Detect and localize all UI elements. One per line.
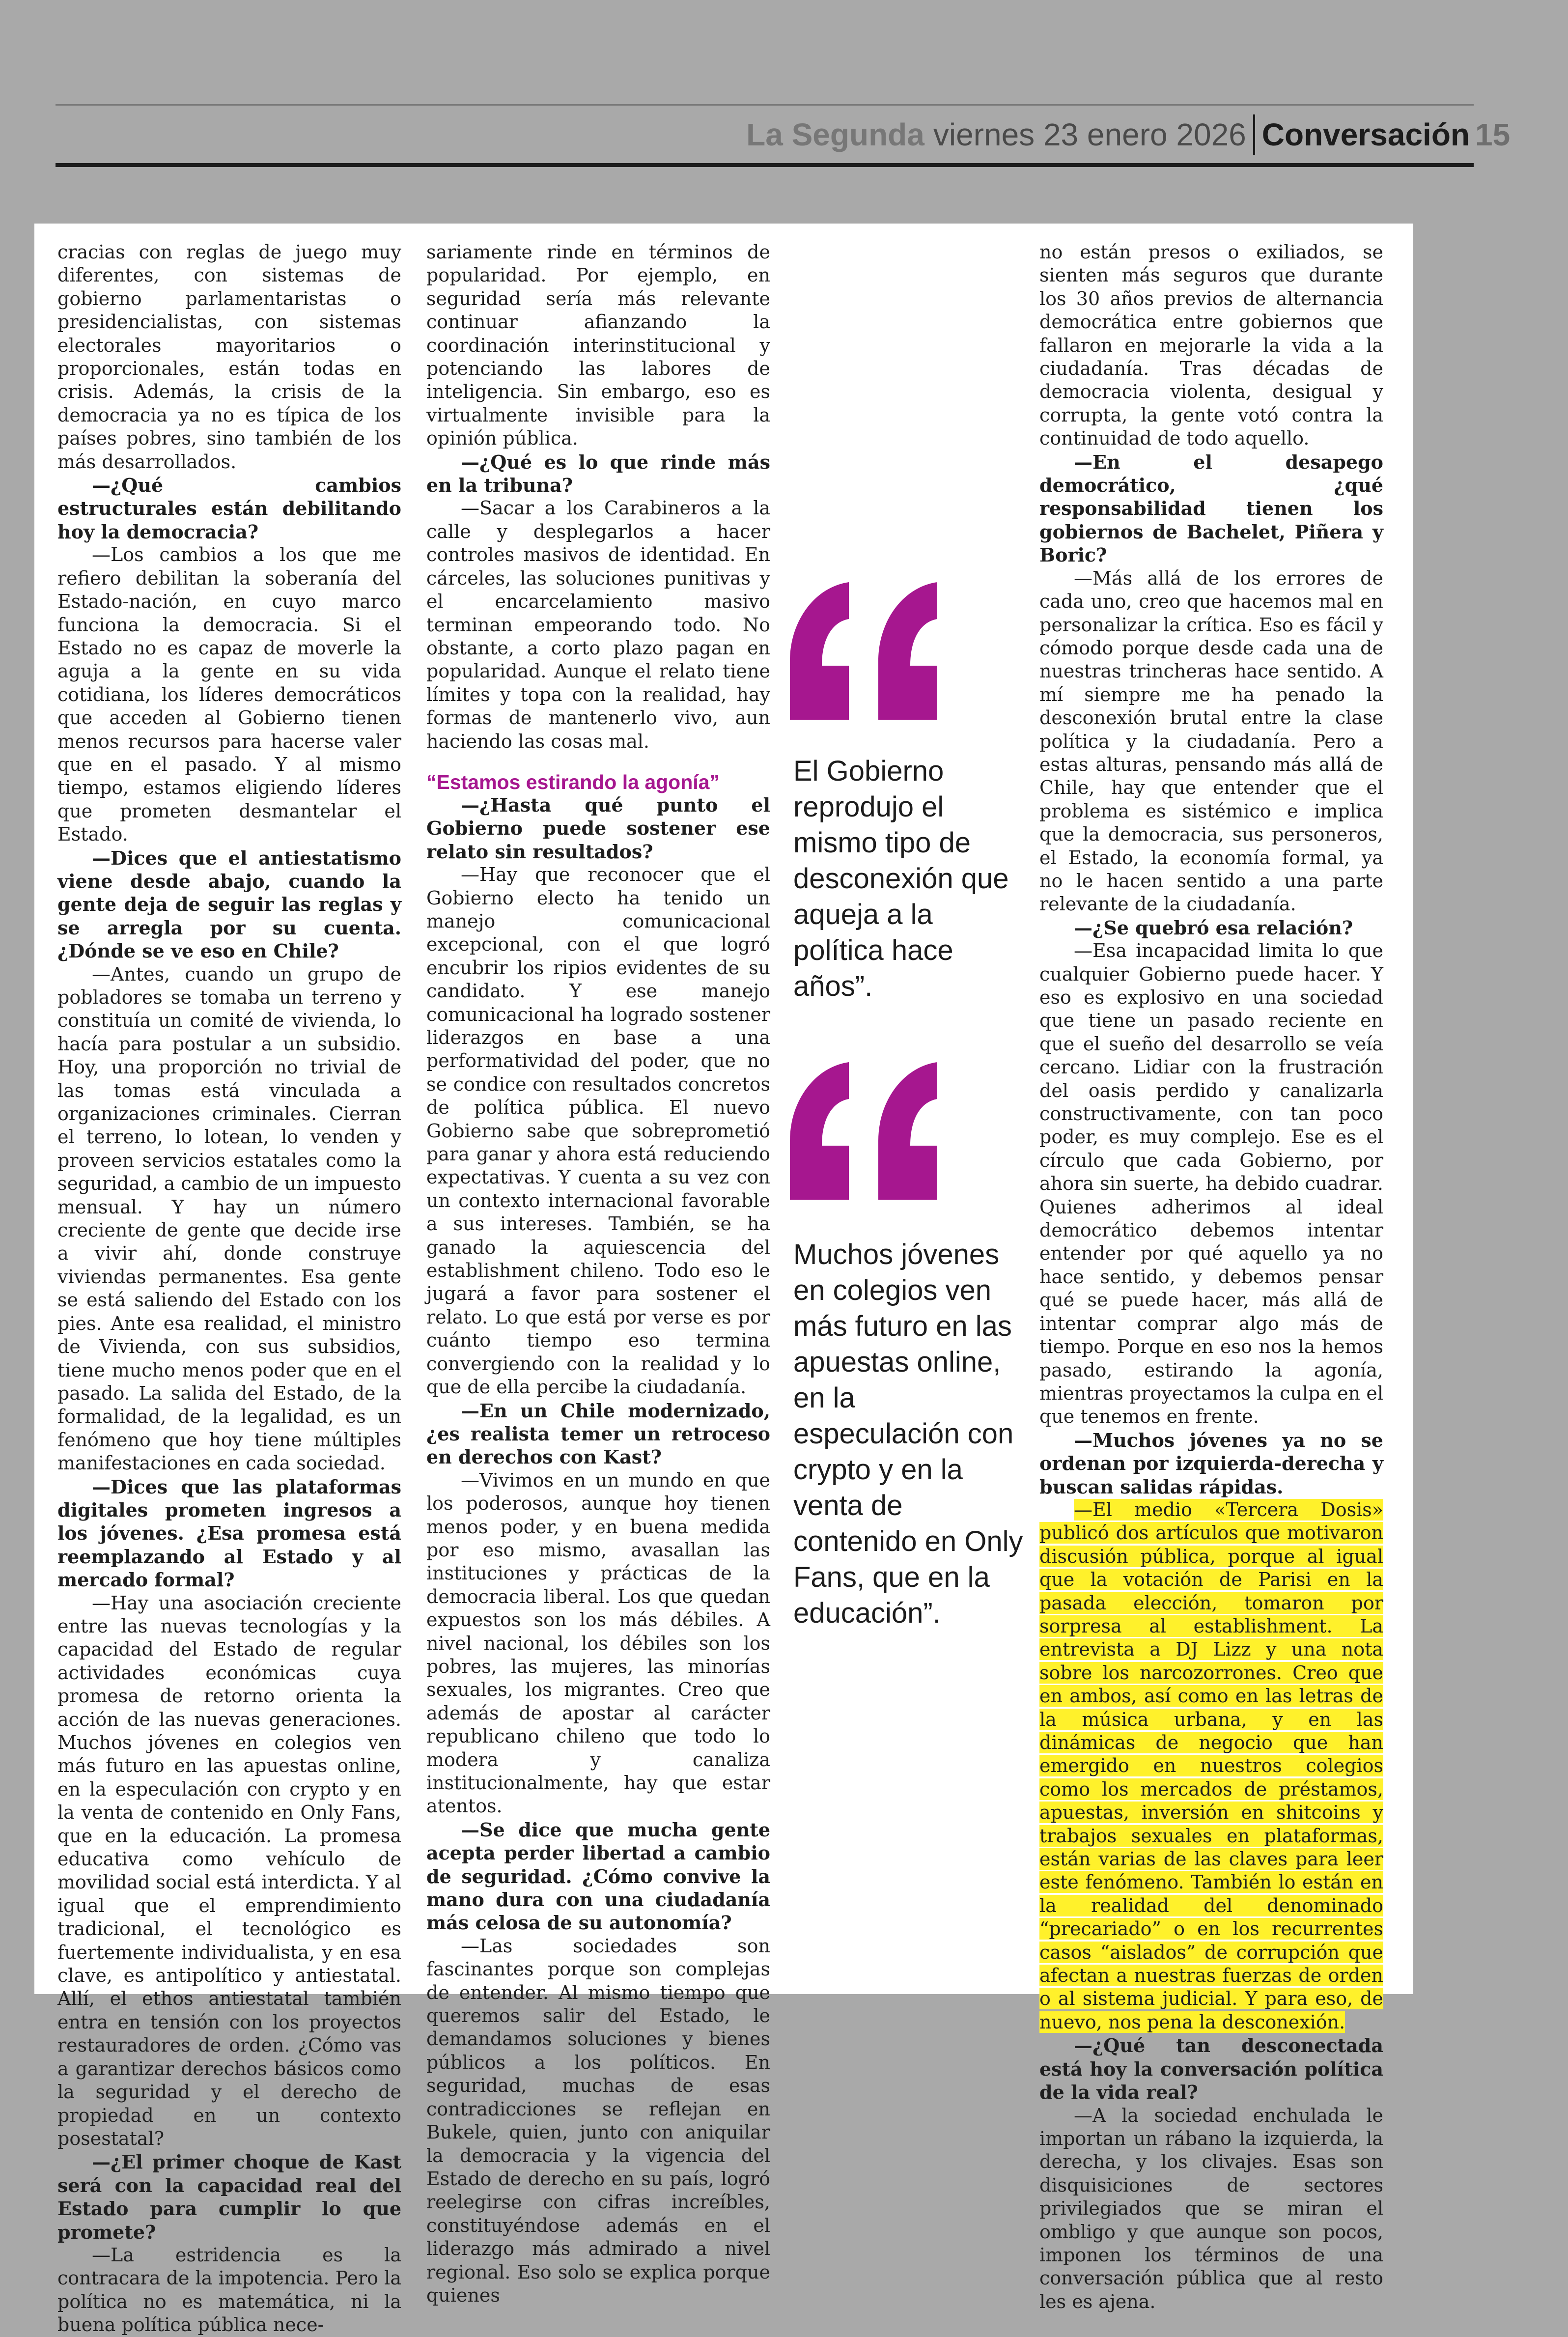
interview-question: —¿Se quebró esa relación? [1074,916,1353,939]
interview-answer: —Los cambios a los que me refiero debilitan la soberanía del Estado-nación, en cuyo marco funciona la democracia. Si el Estado no es capaz de moverle la aguja a la gente en su vida cotidiana, los líderes democráticos que acceden al Gobierno tienen menos recursos para hacerse valer que en el pasado. Y al mismo tiempo, estamos eligiendo líderes que prometen desmantelar el Estado. [57,544,401,845]
interview-question: —¿Hasta qué punto el Gobierno puede sostener ese relato sin resultados? [426,793,770,863]
interview-answer: —Vivimos en un mundo en que los poderosos, aunque hoy tienen menos poder, y en buena medida por eso mismo, avasallan las instituciones y prácticas de la democracia liberal. Los que quedan expuestos son los más débiles. A nivel nacional, los débiles son los pobres, las mujeres, las minorías sexuales, los migrantes. Creo que además de apostar al carácter republicano chileno que todo lo modera y canaliza institucionalmente, hay que estar atentos. [426,1469,770,1817]
interview-question: —En un Chile modernizado, ¿es realista temer un retroceso en derechos con Kast? [426,1399,770,1468]
page-number: 15 [1475,117,1511,152]
highlighted-answer [1039,1498,1383,2034]
quote-mark-icon [785,1057,942,1200]
paragraph: no están presos o exiliados, se sienten más seguros que durante los 30 años previos de alternancia democrática entre gobiernos que fallaron en mejorarle la vida a la ciudadanía. Tras décadas de democracia violenta, desigual y corrupta, la gente votó contra la continuidad de todo aquello. [1039,241,1383,450]
section-subheading: “Estamos estirando la agonía” [426,770,720,793]
pull-quote-2: Muchos jóvenes en colegios ven más futuro en las apuestas online, en la especulación con crypto y en la venta de contenido en Only Fans, que en la educación”. [793,1239,1023,1629]
interview-question: —Dices que el antiestatismo viene desde abajo, cuando la gente deja de seguir las reglas y se arregla por su cuenta. ¿Dónde se ve eso en Chile? [57,846,401,962]
interview-answer: —Sacar a los Carabineros a la calle y desplegarlos a hacer controles masivos de identidad. En cárceles, las soluciones punitivas y el encarcelamiento masivo terminan empeorando todo. No obstante, a corto plazo pagan en popularidad. Aunque el relato tiene límites y topa con la realidad, hay formas de mantenerlo vivo, aun haciendo las cosas mal. [426,497,770,752]
section-title: Conversación [1261,117,1470,152]
interview-question: —¿Qué tan desconectada está hoy la conversación política de la vida real? [1039,2034,1383,2104]
interview-question: —¿Qué cambios estructurales están debilitando hoy la democracia? [57,474,401,543]
interview-question: —¿El primer choque de Kast será con la capacidad real del Estado para cumplir lo que promete? [57,2151,401,2243]
column-1 [57,241,401,2336]
interview-question: —¿Qué es lo que rinde más en la tribuna? [426,451,770,497]
quote-mark-icon [785,577,942,720]
interview-answer: —Esa incapacidad limita lo que cualquier Gobierno puede hacer. Y eso es explosivo en una sociedad que tiene un pasado reciente en que el sueño del desarrollo se veía cercano. Lidiar con la frustración del oasis perdido y canalizarla constructivamente, con tan poco poder, es muy complejo. Ese es el círculo que cada Gobierno, por ahora sin suerte, ha debido cuadrar. Quienes adherimos al ideal democrático debemos intentar entender por qué aquello ya no hace sentido, y debemos pensar qué se puede hacer, más allá de intentar comprar algo más de tiempo. Porque en eso nos la hemos pasado, estirando la agonía, mientras proyectamos la culpa en el que tenemos en frente. [1039,940,1383,1428]
highlight-mark: —El medio «Tercera Dosis» publicó dos artículos que motivaron discusión pública, porque al igual que la votación de Parisi en la pasada elección, tomaron por sorpresa al establishment. La entrevista a DJ Lizz y una nota sobre los narcozorrones. Creo que en ambos, así como en las letras de la música urbana, y en las dinámicas de negocio que han emergido en nuestros colegios como los mercados de préstamos, apuestas, inversión en shitcoins y trabajos sexuales en plataformas, están varias de las claves para leer este fenómeno. También lo están en la realidad del denominado “precariado” o en los recurrentes casos “aislados” de corrupción que afectan a nuestras fuerzas de orden o al sistema judicial. Y para eso, de nuevo, nos pena la desconexión. [1039,1498,1383,2033]
pull-quote-1: El Gobierno reprodujo el mismo tipo de desconexión que aqueja a la política hace años”. [793,755,1009,1002]
interview-answer: —Hay una asociación creciente entre las nuevas tecnologías y la capacidad del Estado de regular actividades económicas cuya promesa de retorno orienta la acción de las nuevas generaciones. Muchos jóvenes en colegios ven más futuro en las apuestas online, en la especulación con crypto y en la venta de contenido en Only Fans, que en la educación. La promesa educativa como vehículo de movilidad social está interdicta. Y al igual que el emprendimiento tradicional, el tecnológico es fuertemente individualista, y en esa clave, es antipolítico y antiestatal. Allí, el ethos antiestatal también entra en tensión con los proyectos restauradores de orden. ¿Cómo vas a garantizar derechos básicos como la seguridad y el derecho de propiedad en un contexto posestatal? [57,1592,401,2149]
interview-answer: —Más allá de los errores de cada uno, creo que hacemos mal en personalizar la crítica. Eso es fácil y cómodo porque desde cada una de nuestras trincheras hace sentido. A mí siempre me ha penado la desconexión brutal entre la clase política y la ciudadanía. Pero a estas alturas, pensando más allá de Chile, hay que entender que el problema es sistémico e implica que la democracia, sus personeros, el Estado, la economía formal, ya no le hacen sentido a una parte relevante de la ciudadanía. [1039,567,1383,915]
interview-question: —Dices que las plataformas digitales prometen ingresos a los jóvenes. ¿Esa promesa está reemplazando al Estado y al mercado formal? [57,1475,401,1591]
article-page [34,224,1413,2336]
page-header [746,109,1470,160]
header-top-rule [56,104,1474,106]
issue-date: viernes 23 enero 2026 [933,117,1246,152]
interview-answer: —Las sociedades son fascinantes porque son complejas de entender. Al mismo tiempo que queremos salir del Estado, le demandamos soluciones y bienes públicos a los políticos. En seguridad, muchas de esas contradicciones se reflejan en Bukele, quien, junto con aniquilar la democracia y la vigencia del Estado de derecho en su país, logró reelegirse con cifras increíbles, constituyéndose además en el liderazgo más admirado a nivel regional. Eso solo se explica porque quienes [426,1935,770,2306]
interview-answer: —A la sociedad enchulada le importan un rábano la izquierda, la derecha, y los clivajes. Esas son disquisiciones de sectores privilegiados que se miran el ombligo y que aunque son pocos, imponen los términos de una conversación pública que al resto les es ajena. [1039,2104,1383,2312]
paragraph: sariamente rinde en términos de popularidad. Por ejemplo, en seguridad sería más relevante continuar afianzando la coordinación interinstitucional y potenciando las labores de inteligencia. Sin embargo, eso es virtualmente invisible para la opinión pública. [426,241,770,450]
interview-question: —Muchos jóvenes ya no se ordenan por izquierda-derecha y buscan salidas rápidas. [1039,1429,1383,1498]
interview-answer: —Antes, cuando un grupo de pobladores se tomaba un terreno y constituía un comité de vivienda, lo hacía para postular a un subsidio. Hoy, una proporción no trivial de las tomas está vinculada a organizaciones criminales. Cierran el terreno, lo lotean, lo venden y proveen servicios estatales como la seguridad, a cambio de un impuesto mensual. Y hay un número creciente de gente que decide irse a vivir ahí, donde construye viviendas permanentes. Esa gente se está saliendo del Estado con los pies. Ante esa realidad, el ministro de Vivienda, con sus subsidios, tiene mucho menos poder que en el pasado. La salida del Estado, de la formalidad, de la legalidad, es un fenómeno que hoy tiene múltiples manifestaciones en cada sociedad. [57,963,401,1474]
column-4 [1039,241,1383,2312]
header-bottom-rule [56,163,1474,167]
interview-answer: —Hay que reconocer que el Gobierno electo ha tenido un manejo comunicacional excepcional, con el que logró encubrir los ripios evidentes de su candidato. Y ese manejo comunicacional ha logrado sostener liderazgos en base a una performatividad del poder, que no se condice con resultados concretos de política pública. El nuevo Gobierno sabe que sobreprometió para ganar y ahora está reduciendo expectativas. Y cuenta a su vez con un contexto internacional favorable a sus intereses. También, se ha ganado la aquiescencia del establishment chileno. Todo eso le jugará a favor para sostener el relato. Lo que está por verse es por cuánto tiempo eso termina convergiendo con la realidad y lo que de ella percibe la ciudadanía. [426,864,770,1398]
column-2 [426,241,770,2306]
interview-answer: —La estridencia es la contracara de la impotencia. Pero la política no es matemática, ni la buena política pública nece- [57,2244,401,2336]
paragraph: cracias con reglas de juego muy diferentes, con sistemas de gobierno parlamentaristas o presidencialistas, con sistemas electorales mayoritarios o proporcionales, están todas en crisis. Además, la crisis de la democracia ya no es típica de los países pobres, sino también de los más desarrollados. [57,241,401,473]
masthead-name: La Segunda [746,117,924,152]
interview-question: —En el desapego democrático, ¿qué responsabilidad tienen los gobiernos de Bachelet, Piñera y Boric? [1039,451,1383,566]
header-divider [1253,114,1255,155]
interview-question: —Se dice que mucha gente acepta perder libertad a cambio de seguridad. ¿Cómo convive la mano dura con una ciudadanía más celosa de su autonomía? [426,1818,770,1934]
